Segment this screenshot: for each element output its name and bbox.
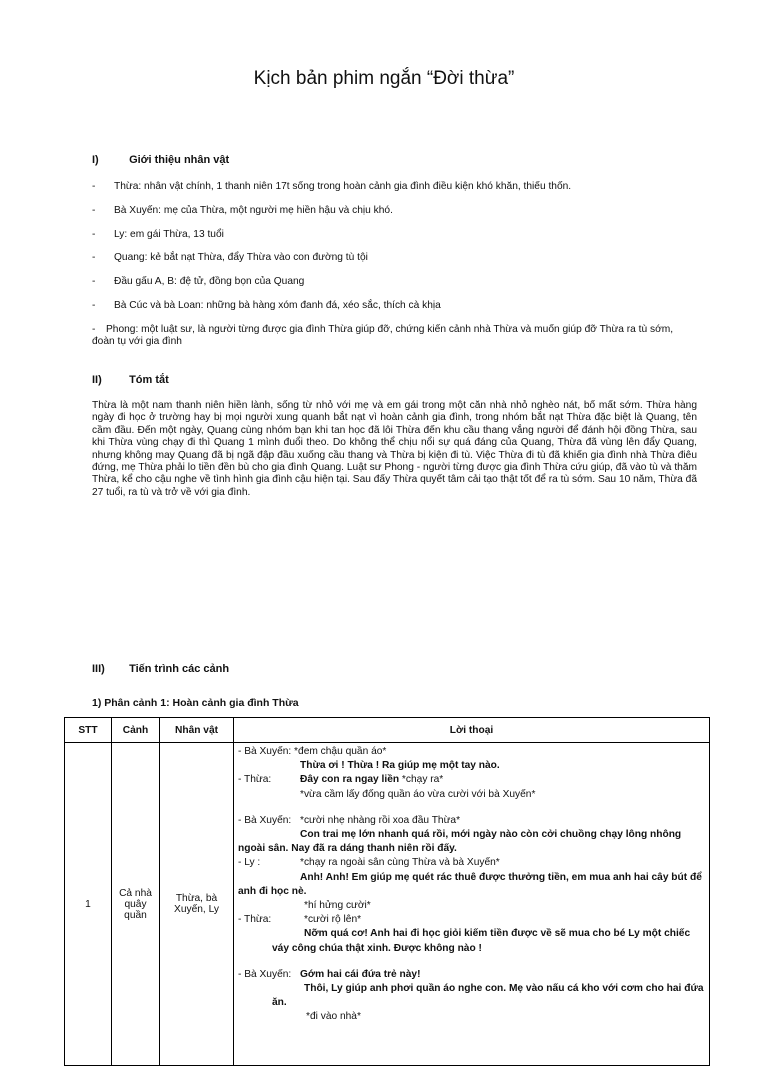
stage-direction: *chạy ra*: [399, 774, 444, 786]
stage-direction: *hí hửng cười*: [304, 900, 371, 912]
bullet-dash: -: [92, 252, 96, 263]
dialogue-line: [238, 856, 705, 870]
character-text: Ly: em gái Thừa, 13 tuổi: [114, 229, 224, 240]
dialogue-line: Thừa ơi ! Thừa ! Ra giúp mẹ một tay nào.: [300, 760, 500, 772]
summary-paragraph: Thừa là một nam thanh niên hiền lành, sống từ nhỏ với mẹ và em gái trong một căn nhà nhỏ nghèo nát, bố mất sớm. Thừa hàng ngày đi học ở trường hay bị mọi người xung quanh bắt nạt vì hoàn cảnh gia đình, trong nhóm bắt nạt Thừa đặc biệt là Quang, tên cầm đầu. Đến một ngày, Quang cùng nhóm bạn khi tan học đã lôi Thừa đến khu cầu thang vắng người để đánh hội đồng Thừa, sau khi Thừa vùng chạy đi thì Quang 1 mình đuổi theo. Do không thể chịu nổi sự quá đáng của Quang, Thừa đã vùng lên đẩy Quang, nhưng không may Quang đã bị ngã đập đầu xuống cầu thang và Thừa bị kiện đi tù. Việc Thừa đi tù đã khiến gia đình nhà Thừa điêu đứng, mẹ Thừa phải lo tiền đền bù cho gia đình Quang. Luật sư Phong - người từng được gia đình Thừa cứu giúp, đã vào tù và thăm Thừa, kể cho cậu nghe về tình hình gia đình cậu hiện tại. Sau đấy Thừa quyết tâm cải tạo thật tốt để ra tù sớm. Sau 10 năm, Thừa đã 27 tuổi, ra tù và trở về với gia đình.: [92, 400, 697, 498]
character-item: [92, 229, 692, 241]
bullet-dash: -: [92, 181, 96, 192]
speaker-label: - Bà Xuyến:: [238, 968, 292, 980]
section-title: Giới thiệu nhân vật: [129, 154, 230, 166]
bullet-dash: -: [92, 324, 96, 335]
scene-table: [64, 717, 710, 1066]
character-item: [92, 324, 692, 348]
line-gap: [238, 956, 705, 968]
section-heading-summary: [92, 374, 169, 386]
speaker-label: - Ly :: [238, 857, 261, 869]
speaker-label: - Bà Xuyến:: [238, 814, 292, 826]
character-text: Bà Xuyến: mẹ của Thừa, một người mẹ hiền hậu và chịu khó.: [114, 205, 393, 216]
dialogue-line: Con trai mẹ lớn nhanh quá rồi, mới ngày nào còn cởi chuồng chạy lông nhông ngoài sân. Nay đã ra dáng thanh niên rồi đấy.: [238, 829, 682, 855]
scene-title: 1) Phân cảnh 1: Hoàn cảnh gia đình Thừa: [92, 697, 299, 709]
dialogue-line: Anh! Anh! Em giúp mẹ quét rác thuê được thưởng tiền, em mua anh hai cây bút để anh đi học nè.: [238, 871, 702, 897]
section-title: Tiến trình các cảnh: [129, 663, 230, 675]
stage-direction: *cười nhẹ nhàng rồi xoa đầu Thừa*: [300, 814, 461, 826]
dialogue-line: Nỡm quá cơ! Anh hai đi học giỏi kiếm tiền được về sẽ mua cho bé Ly một chiếc váy công chúa thật xinh. Được không nào !: [272, 928, 691, 954]
dialogue-line: - Bà Xuyến: *đem chậu quần áo*: [238, 746, 387, 757]
section-heading-scenes: [92, 663, 229, 675]
character-text: Phong: một luật sư, là người từng được gia đình Thừa giúp đỡ, chứng kiến cảnh nhà Thừa và muốn giúp đỡ Thừa ra tù sớm, đoàn tụ với gia đình: [92, 324, 674, 347]
dialogue-line: [238, 814, 705, 828]
header-stt: STT: [65, 718, 112, 743]
character-item: [92, 276, 692, 288]
section-heading-characters: [92, 154, 229, 166]
character-text: Quang: kẻ bắt nạt Thừa, đẩy Thừa vào con đường tù tội: [114, 252, 368, 263]
dialogue-line: [238, 773, 705, 787]
character-item: [92, 181, 692, 193]
stage-direction: *cười rộ lên*: [304, 914, 362, 926]
character-text: Đầu gấu A, B: đệ tử, đồng bọn của Quang: [114, 276, 305, 287]
section-number: II): [92, 374, 102, 386]
speaker-label: - Thừa:: [238, 774, 272, 786]
dialogue-line: Thôi, Ly giúp anh phơi quần áo nghe con. Mẹ vào nấu cá kho với cơm cho hai đứa ăn.: [272, 983, 704, 1009]
speaker-label: - Thừa:: [238, 914, 272, 926]
document-title: Kịch bản phim ngắn “Đời thừa”: [253, 68, 515, 89]
character-item: [92, 205, 692, 217]
section-title: Tóm tắt: [129, 374, 169, 386]
section-number: I): [92, 154, 99, 166]
stage-direction: *vừa cầm lấy đống quần áo vừa cười với bà Xuyến*: [300, 788, 536, 800]
header-characters: Nhân vật: [160, 718, 234, 743]
line-gap: [238, 802, 705, 814]
character-item: [92, 300, 692, 312]
cell-characters: Thừa, bà Xuyến, Ly: [160, 743, 234, 1066]
stage-direction: *chạy ra ngoài sân cùng Thừa và bà Xuyến*: [300, 857, 500, 869]
cell-stt: 1: [65, 743, 112, 1066]
bullet-dash: -: [92, 300, 96, 311]
cell-scene: Cả nhà quây quần: [112, 743, 160, 1066]
dialogue-text: Đây con ra ngay liền: [300, 774, 400, 786]
character-text: Bà Cúc và bà Loan: những bà hàng xóm đanh đá, xéo sắc, thích cà khịa: [114, 300, 441, 311]
dialogue-line: [238, 968, 705, 982]
dialogue-line: [238, 913, 705, 927]
section-number: III): [92, 663, 105, 675]
stage-direction: *đi vào nhà*: [306, 1011, 361, 1023]
bullet-dash: -: [92, 229, 96, 240]
table-row: [65, 743, 710, 1066]
character-item: [92, 252, 692, 264]
header-scene: Cảnh: [112, 718, 160, 743]
dialogue-text: Gớm hai cái đứa trẻ này!: [300, 968, 421, 980]
table-header-row: [65, 718, 710, 743]
header-dialogue: Lời thoại: [234, 718, 710, 743]
cell-dialogue: [234, 743, 710, 1066]
bullet-dash: -: [92, 205, 96, 216]
bullet-dash: -: [92, 276, 96, 287]
character-text: Thừa: nhân vật chính, 1 thanh niên 17t sống trong hoàn cảnh gia đình điều kiện khó khăn, thiếu thốn.: [114, 181, 572, 192]
